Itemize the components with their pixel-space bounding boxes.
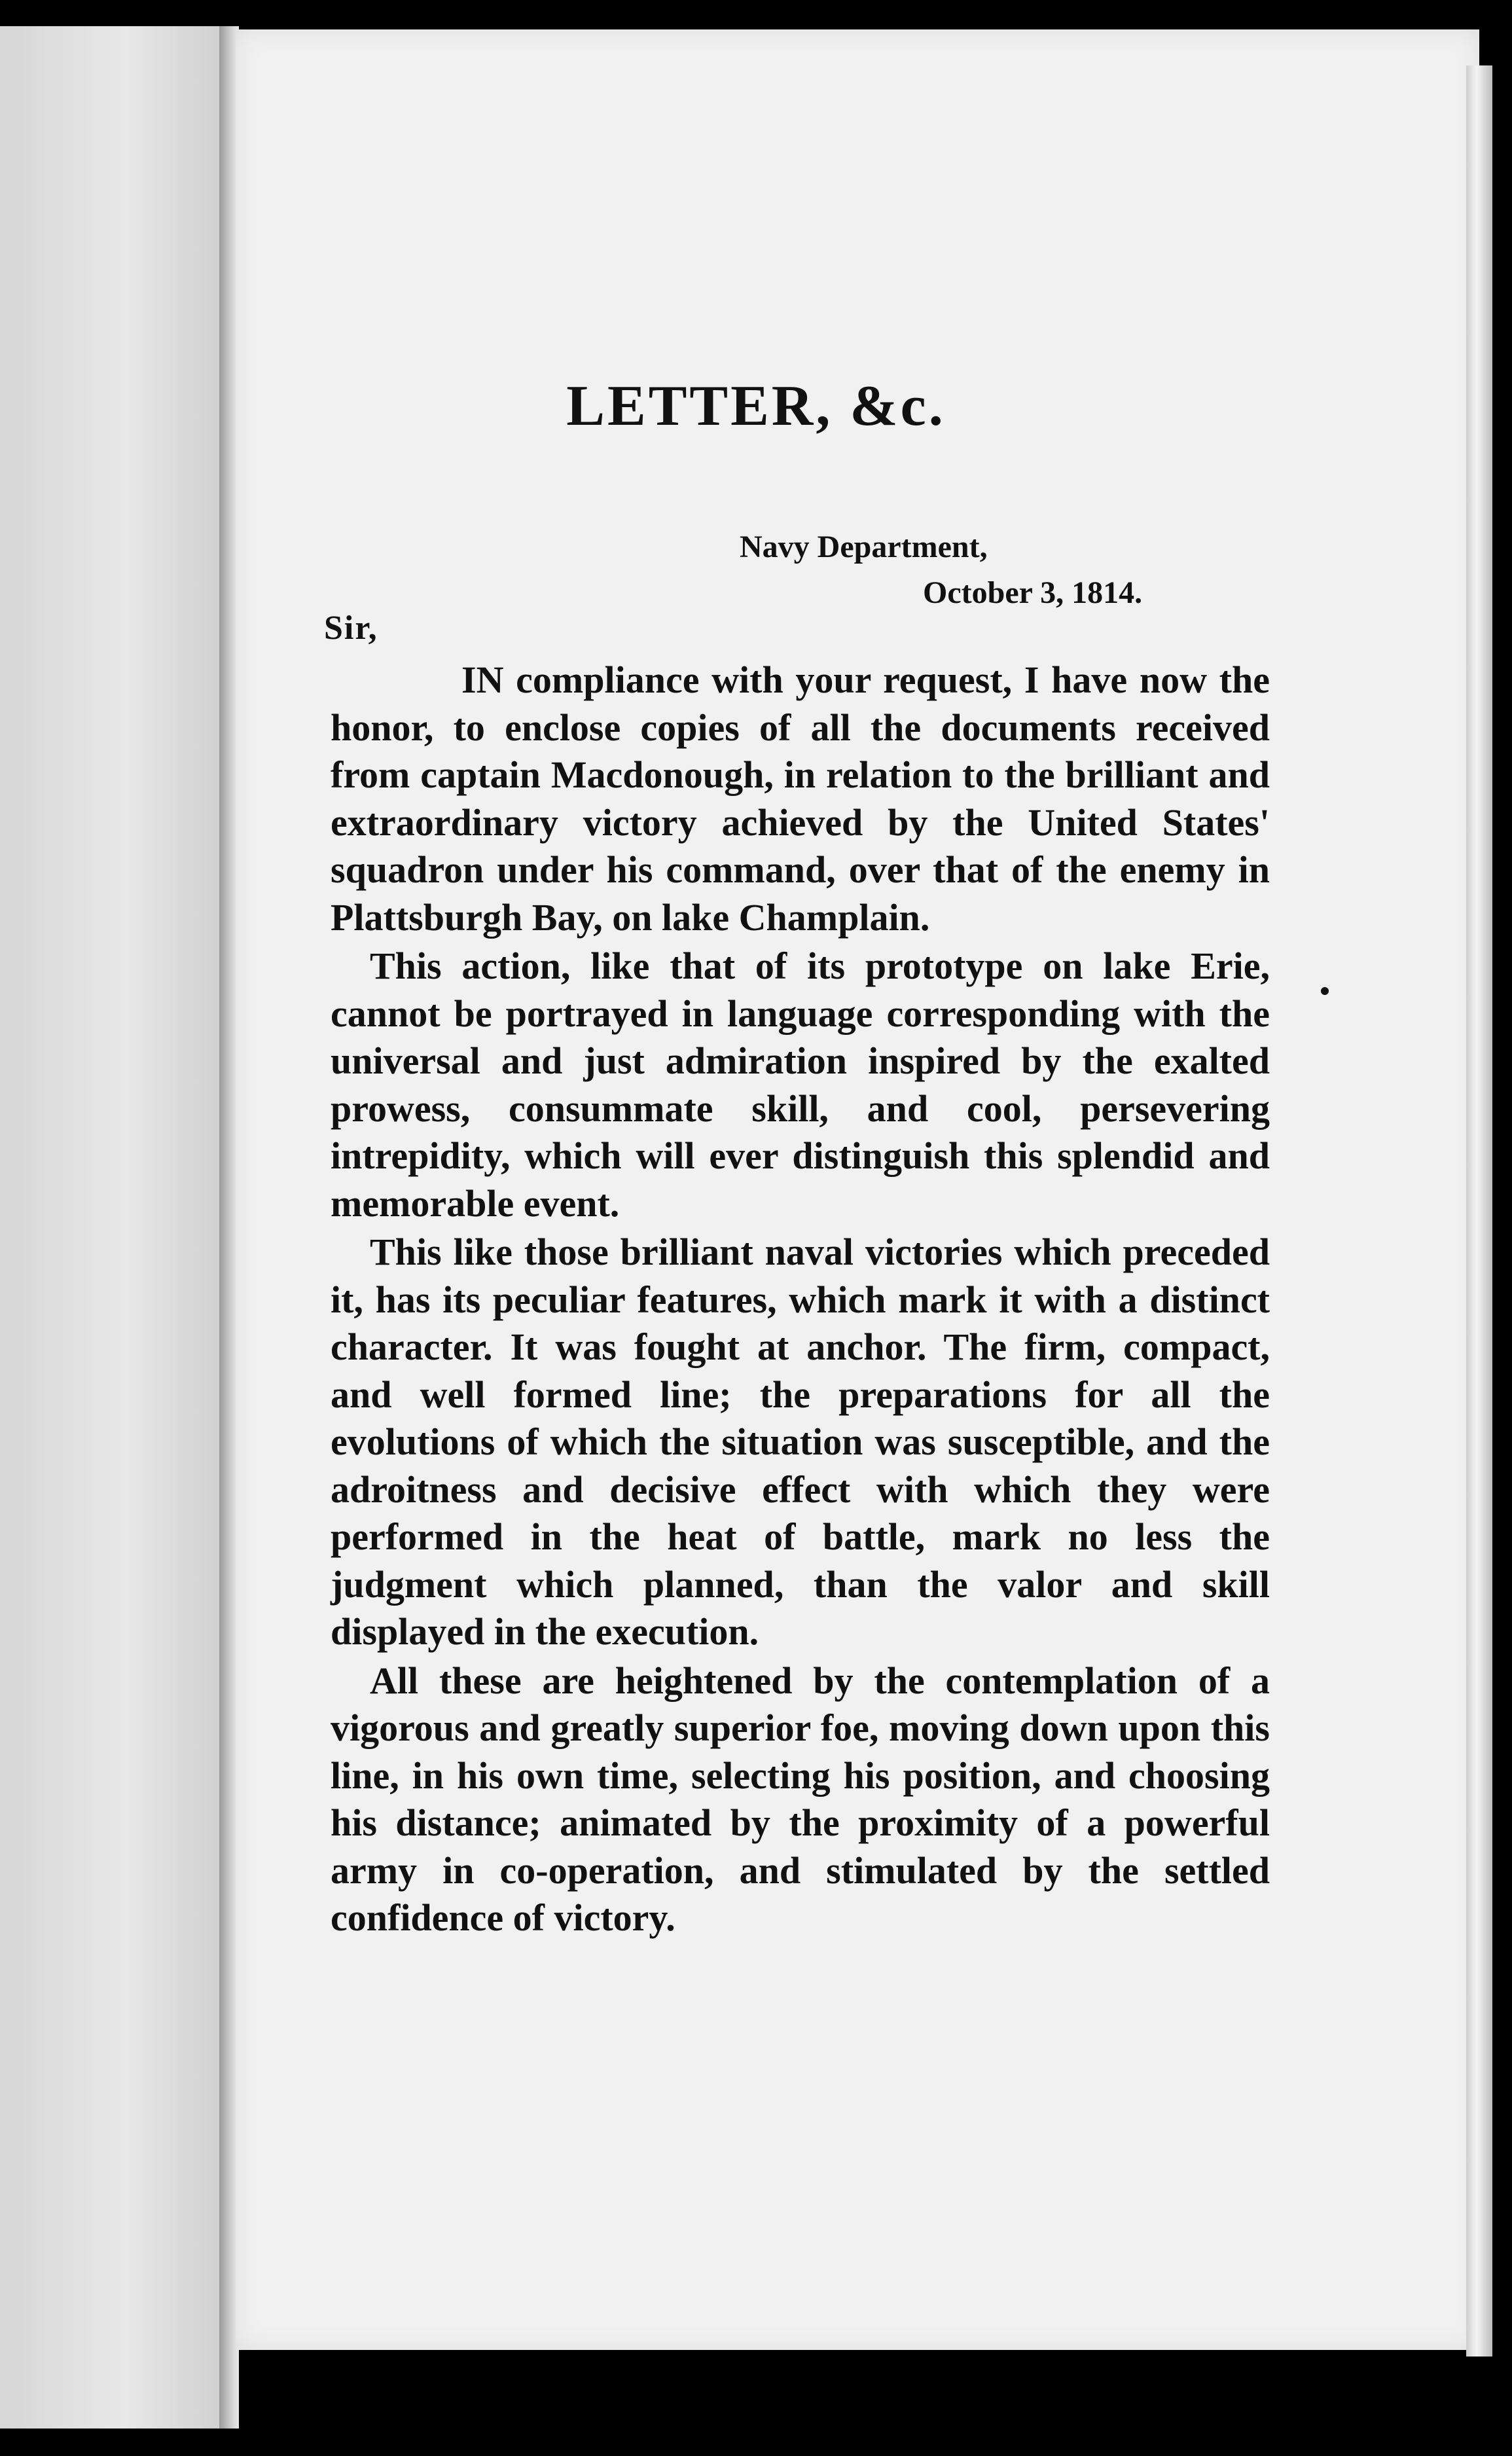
salutation: Sir, (324, 609, 378, 647)
paragraph-2: This action, like that of its prototype on lake Erie, cannot be portrayed in language corresponding with the universal and just admiration inspired by the exalted prowess, consummate skill, and cool, persevering intrepidity, which will ever distinguish this splendid and memorable event. (331, 945, 1270, 1225)
paragraph-3: This like those brilliant naval victories which preceded it, has its peculiar features, which mark it with a distinct character. It was fought at anchor. The firm, compact, and well formed line; the preparations for all the evolutions of which the situation was susceptible, and the adroitness and decisive effect with which they were performed in the heat of battle, mark no less the judgment which planned, than the valor and skill displayed in the execution. (331, 1231, 1270, 1653)
page-title (0, 373, 1512, 439)
paragraph-1: IN compliance with your request, I have now the honor, to enclose copies of all the documents received from captain Macdonough, in relation to the brilliant and extraordinary victory achieved by the United States' squadron under his command, over that of the enemy in Plattsburgh Bay, on lake Champlain. (331, 659, 1270, 939)
dateline-place: Navy Department, (740, 530, 988, 564)
dateline-date: October 3, 1814. (923, 575, 1143, 610)
paragraph-4: All these are heightened by the contemplation of a vigorous and greatly superior foe, moving down upon this line, in his own time, selecting his position, and choosing his distance; animated by the proximity of a powerful army in co-operation, and stimulated by the settled confidence of victory. (331, 1659, 1270, 1939)
ink-speck (1321, 987, 1329, 995)
title-text: LETTER, &c. (566, 374, 946, 438)
letter-body (331, 657, 1270, 1942)
